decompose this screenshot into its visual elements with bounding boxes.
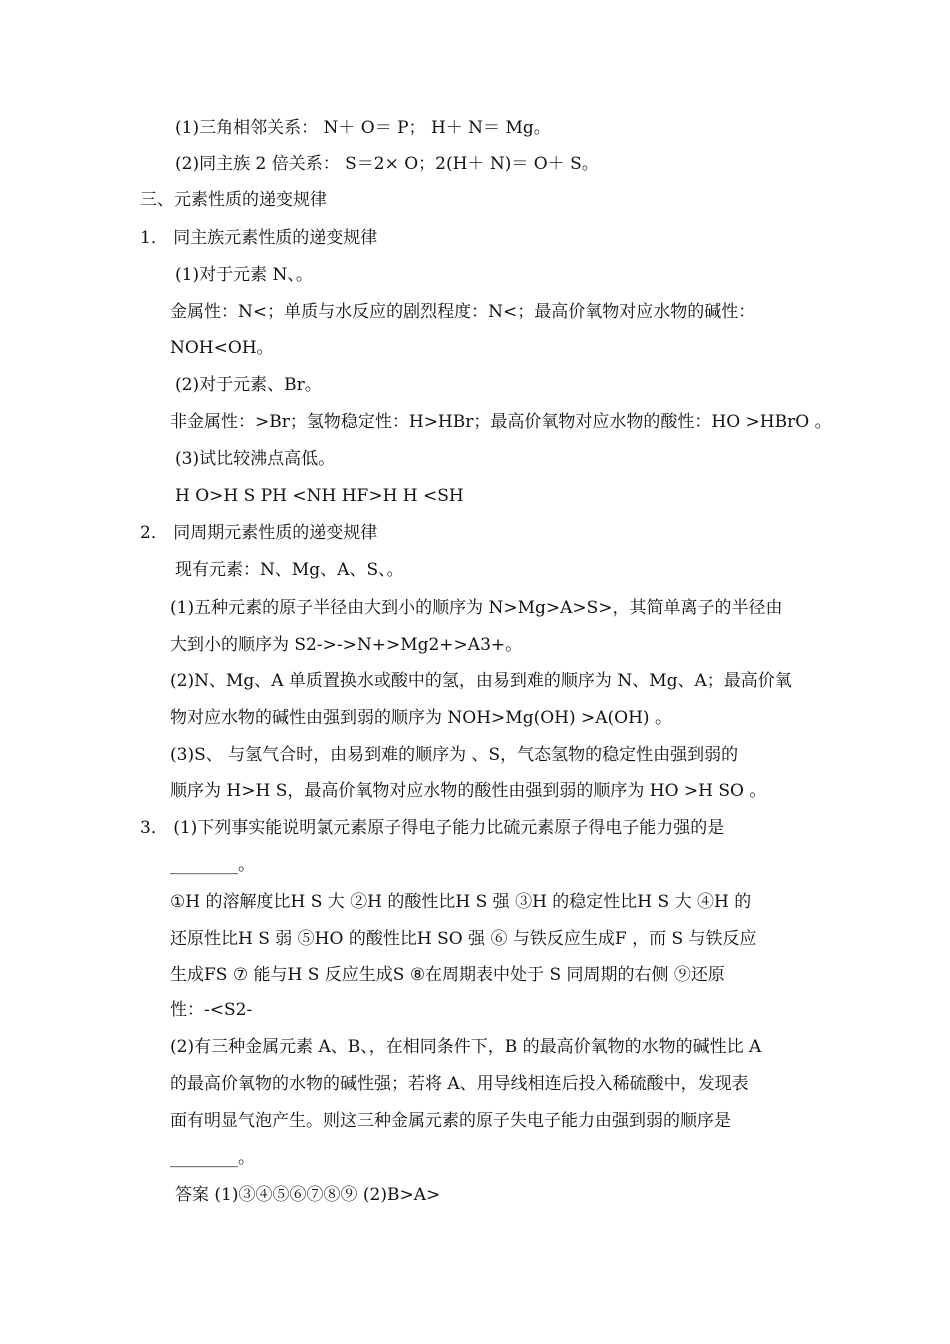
text-line: 性：-<S2- [170, 1000, 253, 1020]
question-3: 3． (1)下列事实能说明氯元素原子得电子能力比硫元素原子得电子能力强的是 [140, 818, 725, 838]
answer-blank: ________。 [170, 1148, 255, 1168]
text-line: (2)有三种金属元素 A、B、，在相同条件下，B 的最高价氧物的水物的碱性比 A [170, 1037, 762, 1057]
text-line: (3)S、 与氢气合时，由易到难的顺序为 、S，气态氢物的稳定性由强到弱的 [170, 745, 739, 765]
subsection-heading: 1． 同主族元素性质的递变规律 [140, 228, 378, 248]
subsection-heading: 2． 同周期元素性质的递变规律 [140, 523, 378, 543]
text-line: (2)对于元素、Br。 [175, 375, 322, 395]
text-line: 生成FS ⑦ 能与H S 反应生成S ⑧在周期表中处于 S 同周期的右侧 ⑨还原 [170, 965, 725, 985]
text-line: (2)同主族 2 倍关系： S＝2× O；2(H＋ N)＝ O＋ S。 [175, 154, 599, 174]
text-line: ①H 的溶解度比H S 大 ②H 的酸性比H S 强 ③H 的稳定性比H S 大 ④H 的 [170, 892, 752, 912]
text-line: (1)五种元素的原子半径由大到小的顺序为 N>Mg>A>S>，其简单离子的半径由 [170, 598, 783, 618]
text-line: 顺序为 H>H S，最高价氧物对应水物的酸性由强到弱的顺序为 HO >H SO 。 [170, 781, 767, 801]
text-line: 大到小的顺序为 S2->->N+>Mg2+>A3+。 [170, 635, 523, 655]
text-line: 现有元素：N、Mg、A、S、。 [175, 560, 404, 580]
text-line: (1)对于元素 N、。 [175, 265, 313, 285]
text-line: 非金属性：>Br；氢物稳定性：H>HBr；最高价氧物对应水物的酸性：HO >HBrO 。 [170, 412, 832, 432]
text-line: 面有明显气泡产生。则这三种金属元素的原子失电子能力由强到弱的顺序是 [170, 1111, 731, 1131]
section-heading: 三、元素性质的递变规律 [140, 190, 327, 210]
answer-line: 答案 (1)③④⑤⑥⑦⑧⑨ (2)B>A> [175, 1185, 441, 1205]
text-line: NOH<OH。 [170, 338, 274, 358]
text-line: (1)三角相邻关系： N＋ O＝ P； H＋ N＝ Mg。 [175, 118, 551, 138]
text-line: (3)试比较沸点高低。 [175, 449, 336, 469]
text-line: 物对应水物的碱性由强到弱的顺序为 NOH>Mg(OH) >A(OH) 。 [170, 708, 672, 728]
text-line: 还原性比H S 弱 ⑤HO 的酸性比H SO 强 ⑥ 与铁反应生成F ，而 S 与铁反应 [170, 929, 757, 949]
answer-blank: ________。 [170, 855, 255, 875]
text-line: 的最高价氧物的水物的碱性强；若将 A、用导线相连后投入稀硫酸中，发现表 [170, 1074, 749, 1094]
text-line: H O>H S PH <NH HF>H H <SH [175, 486, 464, 506]
text-line: (2)N、Mg、A 单质置换水或酸中的氢，由易到难的顺序为 N、Mg、A；最高价氧 [170, 671, 792, 691]
text-line: 金属性：N<；单质与水反应的剧烈程度：N<；最高价氧物对应水物的碱性： [170, 302, 756, 322]
